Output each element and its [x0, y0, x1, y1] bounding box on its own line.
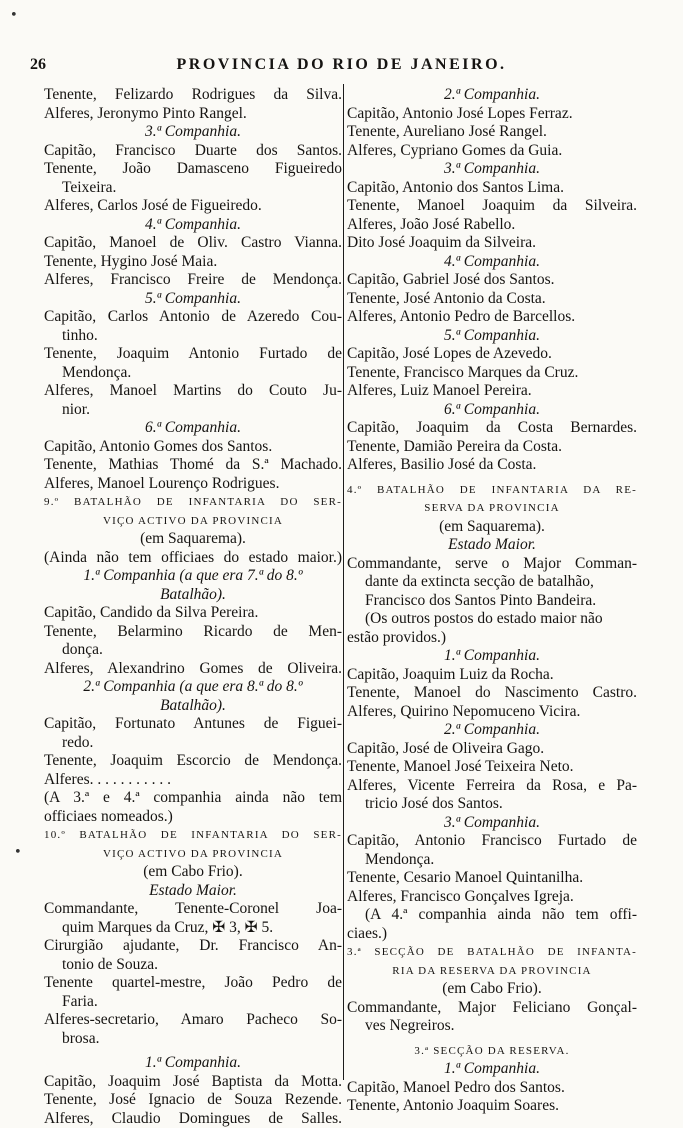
ink-speck: •: [10, 8, 18, 23]
text-line: Batalhão).: [44, 697, 342, 716]
text-line: Commandante, Tenente-Coronel Joa-: [44, 900, 342, 919]
text-line: Alferes, Cypriano Gomes da Guia.: [347, 142, 637, 161]
ink-speck: •: [14, 845, 22, 860]
text-line: Tenente, José Ignacio de Souza Rezende.: [44, 1091, 342, 1110]
text-line: Dito José Joaquim da Silveira.: [347, 234, 637, 253]
text-line: Alferes, Luiz Manoel Pereira.: [347, 382, 637, 401]
text-line: Alferes, Francisco Freire de Mendonça.: [44, 271, 342, 290]
text-line: Tenente, Francisco Marques da Cruz.: [347, 364, 637, 383]
text-line: Batalhão).: [44, 586, 342, 605]
text-line: (em Saquarema).: [44, 530, 342, 549]
text-line: Alferes, Vicente Ferreira da Rosa, e Pa-: [347, 777, 637, 796]
text-line: Alferes. . . . . . . . . . .: [44, 771, 342, 790]
text-line: 3.ª Companhia.: [347, 160, 637, 179]
text-line: Alferes, Manoel Lourenço Rodrigues.: [44, 475, 342, 494]
text-line: Tenente, Aureliano José Rangel.: [347, 123, 637, 142]
text-line: 5.ª Companhia.: [44, 290, 342, 309]
text-line: Alferes-secretario, Amaro Pacheco So-: [44, 1011, 342, 1030]
text-line: Estado Maior.: [44, 882, 342, 901]
text-line: Capitão, José de Oliveira Gago.: [347, 740, 637, 759]
column-divider: [343, 84, 344, 1080]
right-column: [347, 86, 637, 1116]
text-line: Francisco dos Santos Pinto Bandeira.: [347, 592, 637, 611]
text-line: Capitão, Candido da Silva Pereira.: [44, 604, 342, 623]
text-line: 10.º BATALHÃO DE INFANTARIA DO SER-: [44, 826, 342, 845]
text-line: 3.ª Companhia.: [44, 123, 342, 142]
text-line: Capitão, Joaquim José Baptista da Motta.: [44, 1073, 342, 1092]
text-line: 3.ª Companhia.: [347, 814, 637, 833]
text-line: 5.ª Companhia.: [347, 327, 637, 346]
text-line: Alferes, Claudio Domingues de Salles.: [44, 1110, 342, 1128]
text-line: 6.ª Companhia.: [347, 401, 637, 420]
text-line: Capitão, Antonio Francisco Furtado de: [347, 832, 637, 851]
text-line: tonio de Souza.: [44, 956, 342, 975]
text-line: Capitão, Carlos Antonio de Azeredo Cou-: [44, 308, 342, 327]
text-line: Alferes, Alexandrino Gomes de Oliveira.: [44, 660, 342, 679]
page-title: PROVINCIA DO RIO DE JANEIRO.: [0, 56, 683, 74]
text-line: Tenente, Felizardo Rodrigues da Silva.: [44, 86, 342, 105]
text-line: redo.: [44, 734, 342, 753]
text-line: Capitão, Manoel de Oliv. Castro Vianna.: [44, 234, 342, 253]
text-line: Commandante, Major Feliciano Gonçal-: [347, 999, 637, 1018]
left-column: [44, 86, 342, 1128]
text-line: RIA DA RESERVA DA PROVINCIA: [347, 962, 637, 981]
text-line: Tenente, Belarmino Ricardo de Men-: [44, 623, 342, 642]
text-line: Tenente, Joaquim Antonio Furtado de: [44, 345, 342, 364]
text-line: Tenente, João Damasceno Figueiredo: [44, 160, 342, 179]
text-line: Tenente, Manoel José Teixeira Neto.: [347, 758, 637, 777]
text-line: 4.ª Companhia.: [44, 216, 342, 235]
text-line: Tenente, Joaquim Escorcio de Mendonça.: [44, 752, 342, 771]
text-line: (A 3.ª e 4.ª companhia ainda não tem: [44, 789, 342, 808]
text-line: 9.º BATALHÃO DE INFANTARIA DO SER-: [44, 493, 342, 512]
text-line: nior.: [44, 401, 342, 420]
text-line: Alferes, Carlos José de Figueiredo.: [44, 197, 342, 216]
text-line: Tenente, José Antonio da Costa.: [347, 290, 637, 309]
text-line: Capitão, Joaquim Luiz da Rocha.: [347, 666, 637, 685]
text-line: estão providos.): [347, 629, 637, 648]
text-line: Mendonça.: [347, 851, 637, 870]
text-line: Alferes, João José Rabello.: [347, 216, 637, 235]
text-line: ciaes.): [347, 925, 637, 944]
text-line: Tenente, Manoel do Nascimento Castro.: [347, 684, 637, 703]
text-line: Tenente, Cesario Manoel Quintanilha.: [347, 869, 637, 888]
text-line: (Ainda não tem officiaes do estado maior.): [44, 549, 342, 568]
text-line: Tenente, Mathias Thomé da S.ª Machado.: [44, 456, 342, 475]
text-line: donça.: [44, 641, 342, 660]
text-line: VIÇO ACTIVO DA PROVINCIA: [44, 512, 342, 531]
text-line: 1.ª Companhia.: [347, 647, 637, 666]
text-line: tricio José dos Santos.: [347, 795, 637, 814]
text-line: Teixeira.: [44, 179, 342, 198]
text-line: (em Saquarema).: [347, 518, 637, 537]
text-line: Commandante, serve o Major Comman-: [347, 555, 637, 574]
text-line: Capitão, Antonio dos Santos Lima.: [347, 179, 637, 198]
text-line: 3.ª SECÇÃO DE BATALHÃO DE INFANTA-: [347, 943, 637, 962]
text-line: 4.ª Companhia.: [347, 253, 637, 272]
text-line: 1.ª Companhia.: [347, 1060, 637, 1079]
text-line: dante da extincta secção de batalhão,: [347, 573, 637, 592]
text-line: Alferes, Jeronymo Pinto Rangel.: [44, 105, 342, 124]
text-line: 1.ª Companhia.: [44, 1054, 342, 1073]
text-line: Tenente quartel-mestre, João Pedro de: [44, 974, 342, 993]
text-line: Alferes, Quirino Nepomuceno Vicira.: [347, 703, 637, 722]
text-line: Alferes, Francisco Gonçalves Igreja.: [347, 888, 637, 907]
page-number: 26: [30, 56, 46, 74]
text-line: Mendonça.: [44, 364, 342, 383]
text-line: Capitão, Antonio Gomes dos Santos.: [44, 438, 342, 457]
text-line: Capitão, Fortunato Antunes de Figuei-: [44, 715, 342, 734]
text-line: Capitão, José Lopes de Azevedo.: [347, 345, 637, 364]
text-line: officiaes nomeados.): [44, 808, 342, 827]
text-line: Estado Maior.: [347, 536, 637, 555]
text-line: 2.ª Companhia.: [347, 86, 637, 105]
text-line: 6.ª Companhia.: [44, 419, 342, 438]
text-line: 3.ª SECÇÃO DA RESERVA.: [347, 1042, 637, 1061]
text-line: Tenente, Manoel Joaquim da Silveira.: [347, 197, 637, 216]
text-line: tinho.: [44, 327, 342, 346]
text-line: 2.ª Companhia.: [347, 721, 637, 740]
text-line: Tenente, Antonio Joaquim Soares.: [347, 1097, 637, 1116]
text-line: 4.º BATALHÃO DE INFANTARIA DA RE-: [347, 481, 637, 500]
text-line: (em Cabo Frio).: [347, 980, 637, 999]
text-line: VIÇO ACTIVO DA PROVINCIA: [44, 845, 342, 864]
text-line: Cirurgião ajudante, Dr. Francisco An-: [44, 937, 342, 956]
text-line: (Os outros postos do estado maior não: [347, 610, 637, 629]
text-line: Alferes, Manoel Martins do Couto Ju-: [44, 382, 342, 401]
text-line: Capitão, Manoel Pedro dos Santos.: [347, 1079, 637, 1098]
text-line: quim Marques da Cruz, ✠ 3, ✠ 5.: [44, 919, 342, 938]
text-line: brosa.: [44, 1030, 342, 1049]
text-line: Faria.: [44, 993, 342, 1012]
text-line: Capitão, Antonio José Lopes Ferraz.: [347, 105, 637, 124]
text-line: 1.ª Companhia (a que era 7.ª do 8.º: [44, 567, 342, 586]
text-line: Tenente, Damião Pereira da Costa.: [347, 438, 637, 457]
text-line: (A 4.ª companhia ainda não tem offi-: [347, 906, 637, 925]
text-line: Tenente, Hygino José Maia.: [44, 253, 342, 272]
text-line: Alferes, Basilio José da Costa.: [347, 456, 637, 475]
text-line: Capitão, Joaquim da Costa Bernardes.: [347, 419, 637, 438]
page-header: [0, 56, 683, 80]
text-line: Capitão, Francisco Duarte dos Santos.: [44, 142, 342, 161]
text-line: (em Cabo Frio).: [44, 863, 342, 882]
text-line: Alferes, Antonio Pedro de Barcellos.: [347, 308, 637, 327]
text-line: Capitão, Gabriel José dos Santos.: [347, 271, 637, 290]
text-line: SERVA DA PROVINCIA: [347, 499, 637, 518]
text-line: ves Negreiros.: [347, 1017, 637, 1036]
text-line: 2.ª Companhia (a que era 8.ª do 8.º: [44, 678, 342, 697]
